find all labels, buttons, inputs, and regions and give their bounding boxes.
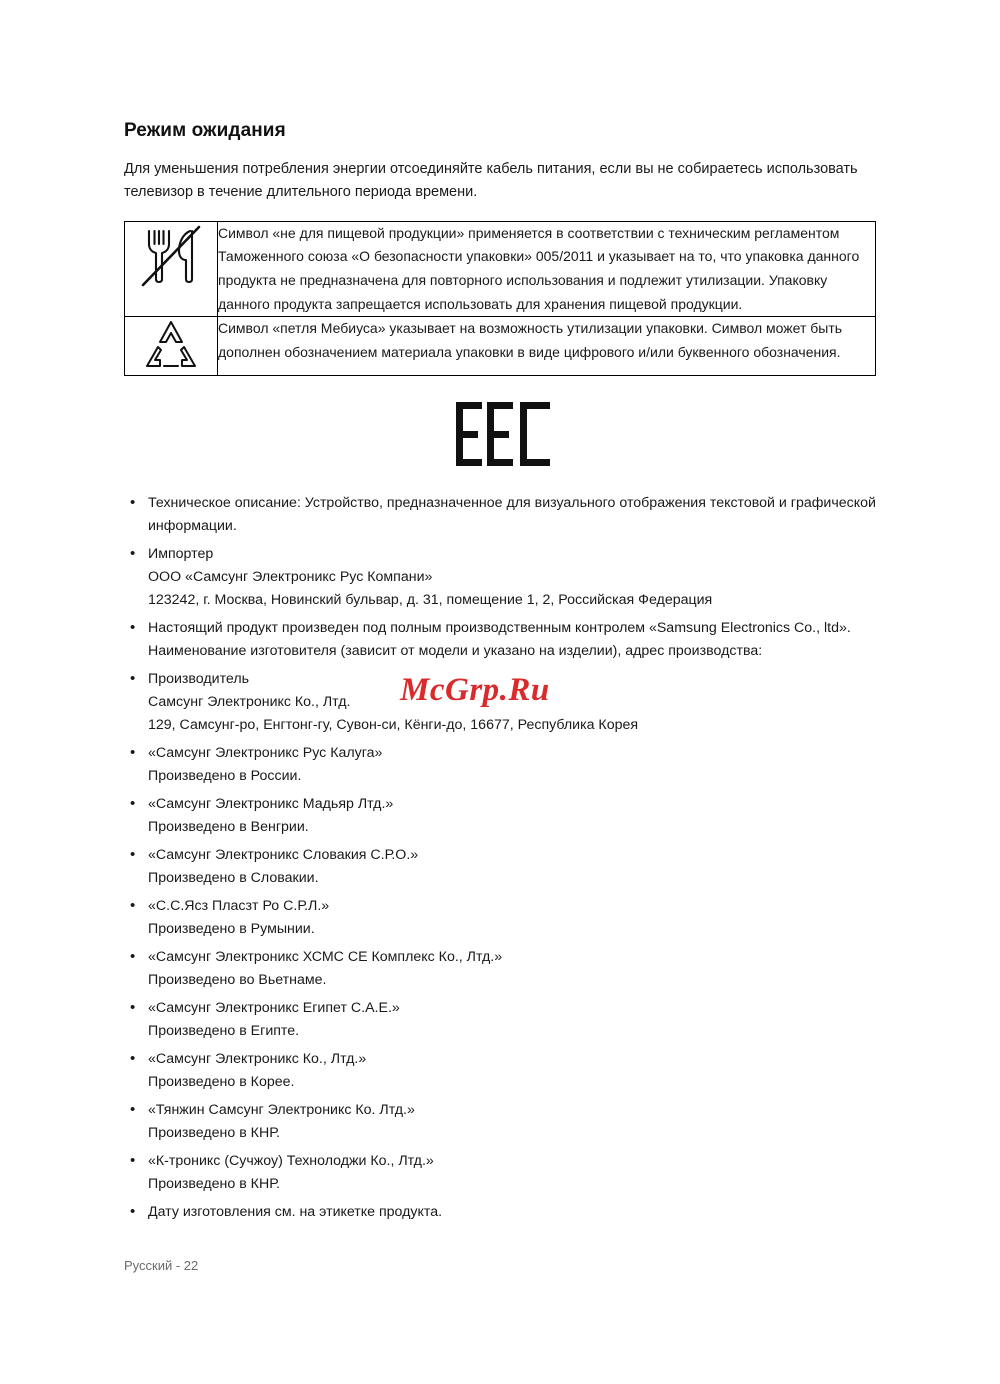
list-item-main: «С.С.Ясз Пласзт Ро С.Р.Л.» bbox=[148, 898, 330, 915]
list-item-main: «Тянжин Самсунг Электроникс Ко. Лтд.» bbox=[148, 1102, 415, 1119]
page-content bbox=[124, 120, 876, 1229]
list-item bbox=[124, 793, 876, 839]
list-item-main: «Самсунг Электроникс Мадьяр Лтд.» bbox=[148, 796, 394, 813]
list-item bbox=[124, 946, 876, 992]
list-item bbox=[124, 1150, 876, 1196]
list-item bbox=[124, 844, 876, 890]
list-item-sub: Произведено в России. bbox=[148, 768, 302, 785]
list-item bbox=[124, 895, 876, 941]
not-for-food-contact-icon bbox=[125, 222, 217, 292]
list-item-main: Настоящий продукт произведен под полным производственным контролем «Samsung Electronics Co., ltd». Наименование изготовителя (зависит от модели и указано на изделии), адрес производства: bbox=[148, 620, 851, 660]
list-item-sub: Произведено в Египте. bbox=[148, 1023, 300, 1040]
list-item-main: «Самсунг Электроникс ХСМС СЕ Комплекс Ко., Лтд.» bbox=[148, 949, 503, 966]
list-item bbox=[124, 1048, 876, 1094]
page-title: Режим ожидания bbox=[124, 120, 286, 141]
manufacturer-notes-list bbox=[124, 492, 876, 1224]
list-item-main: Дату изготовления см. на этикетке продукта. bbox=[148, 1204, 443, 1221]
page-footer: Русский - 22 bbox=[124, 1258, 199, 1273]
list-item bbox=[124, 492, 876, 538]
symbols-table bbox=[124, 221, 876, 376]
mobius-loop-cell bbox=[125, 317, 218, 376]
list-item-sub: ООО «Самсунг Электроникс Рус Компани» bbox=[148, 569, 433, 586]
list-item-sub: 129, Самсунг-ро, Енгтонг-гу, Сувон-си, Кёнги-до, 16677, Республика Корея bbox=[148, 717, 639, 734]
eac-conformity-icon bbox=[132, 398, 876, 470]
list-item bbox=[124, 742, 876, 788]
list-item-sub: Произведено в Венгрии. bbox=[148, 819, 309, 836]
list-item-main: «Самсунг Электроникс Ко., Лтд.» bbox=[148, 1051, 367, 1068]
intro-paragraph: Для уменьшения потребления энергии отсоединяйте кабель питания, если вы не собираетесь использовать телевизор в течение длительного периода времени. bbox=[124, 161, 858, 201]
list-item-sub: Самсунг Электроникс Ко., Лтд. bbox=[148, 694, 351, 711]
table-row bbox=[125, 221, 876, 316]
list-item-main: «Самсунг Электроникс Египет С.А.Е.» bbox=[148, 1000, 400, 1017]
watermark: McGrp.Ru bbox=[400, 672, 550, 708]
list-item-sub: Произведено во Вьетнаме. bbox=[148, 972, 327, 989]
list-item-sub: Произведено в КНР. bbox=[148, 1125, 280, 1142]
mobius-loop-text: Символ «петля Мебиуса» указывает на возможность утилизации упаковки. Символ может быть дополнен обозначением материала упаковки в виде цифрового и/или буквенного обозначения. bbox=[218, 317, 876, 376]
list-item-main: «К-троникс (Сучжоу) Технолоджи Ко., Лтд.» bbox=[148, 1153, 434, 1170]
list-item-sub: Произведено в Словакии. bbox=[148, 870, 319, 887]
list-item-main: «Самсунг Электроникс Словакия С.Р.О.» bbox=[148, 847, 419, 864]
list-item-main: Производитель bbox=[148, 671, 249, 688]
list-item-sub: Произведено в Корее. bbox=[148, 1074, 295, 1091]
list-item bbox=[124, 617, 876, 663]
list-item-sub: 123242, г. Москва, Новинский бульвар, д. 31, помещение 1, 2, Российская Федерация bbox=[148, 592, 713, 609]
eac-mark bbox=[132, 398, 876, 470]
list-item bbox=[124, 1099, 876, 1145]
list-item bbox=[124, 1201, 876, 1224]
list-item-sub: Произведено в КНР. bbox=[148, 1176, 280, 1193]
list-item bbox=[124, 997, 876, 1043]
list-item-main: Импортер bbox=[148, 546, 214, 563]
not-for-food-contact-cell bbox=[125, 221, 218, 316]
list-item-main: Техническое описание: Устройство, предназначенное для визуального отображения текстовой и графической информации. bbox=[148, 495, 876, 535]
list-item bbox=[124, 543, 876, 612]
list-item-main: «Самсунг Электроникс Рус Калуга» bbox=[148, 745, 383, 762]
list-item-sub: Произведено в Румынии. bbox=[148, 921, 315, 938]
list-item bbox=[124, 668, 876, 737]
not-for-food-contact-text: Символ «не для пищевой продукции» применяется в соответствии с техническим регламентом Таможенного союза «О безопасности упаковки» 005/2011 и указывает на то, что упаковка данного продукта не предназначена для повторного использования и подлежит утилизации. Упаковку данного продукта запрещается использовать для хранения пищевой продукции. bbox=[218, 221, 876, 316]
mobius-loop-recycling-icon bbox=[125, 317, 217, 375]
table-row bbox=[125, 317, 876, 376]
